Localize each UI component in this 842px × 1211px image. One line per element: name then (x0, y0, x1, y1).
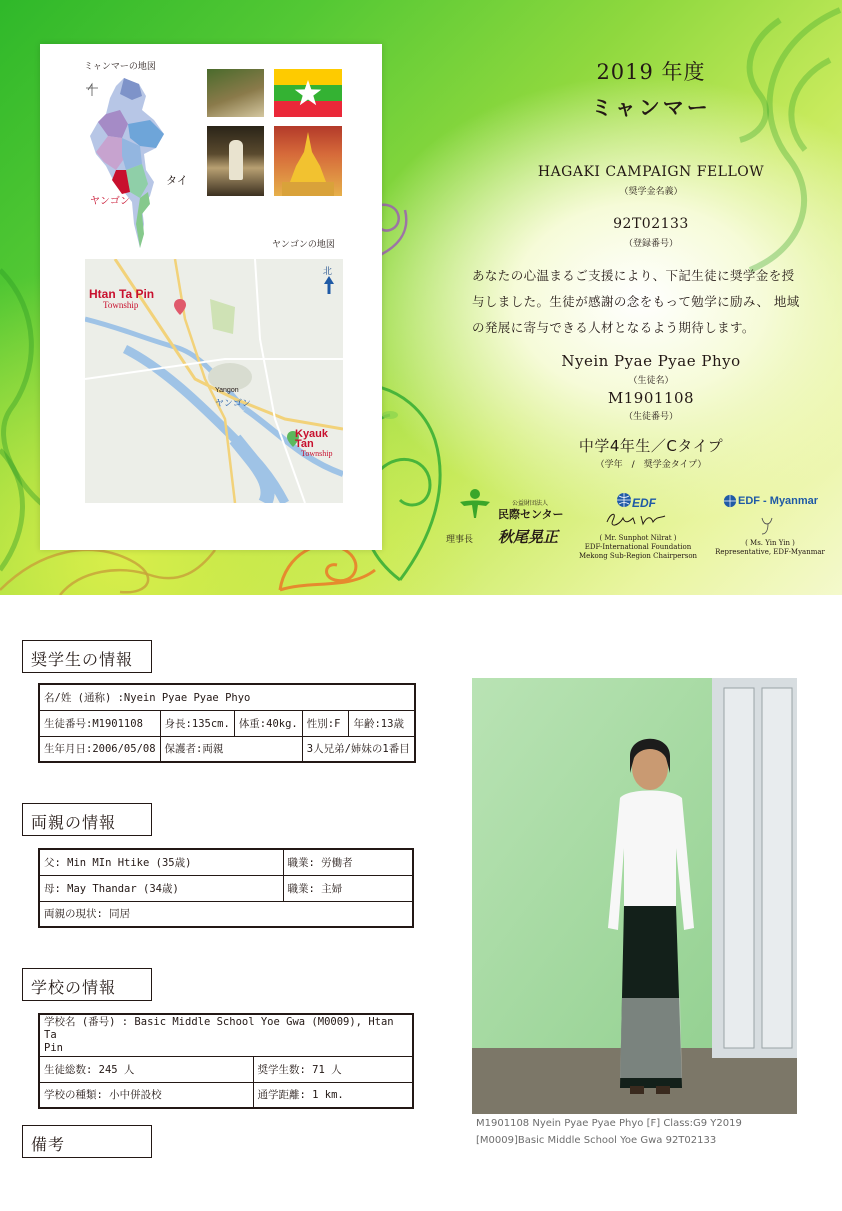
grade-caption: （学年 / 奨学金タイプ） (595, 460, 707, 470)
school-name-cell: 学校名 (番号) : Basic Middle School Yoe Gwa (M0009), Htan Ta Pin (39, 1014, 413, 1056)
yangon-en-label: Yangon (215, 387, 239, 394)
north-arrow-icon (324, 276, 334, 294)
map-card (40, 44, 382, 550)
birth-cell: 生年月日:2006/05/08 (39, 736, 160, 762)
student-info-heading: 奨学生の情報 (22, 640, 152, 673)
photo-caption: M1901108 Nyein Pyae Pyae Phyo [F] Class:G9 Y2019 [M0009]Basic Middle School Yoe Gwa 92T02133 (476, 1118, 742, 1146)
student-id-caption: （生徒番号） (623, 412, 678, 422)
student-name: Nyein Pyae Pyae Phyo (561, 352, 741, 370)
student-photo (472, 678, 797, 1114)
yangon-detail-map (85, 259, 343, 503)
org1-small: 公益財団法人 (512, 500, 549, 507)
total-students-cell: 生徒総数: 245 人 (39, 1056, 253, 1082)
signature-yinyin-icon (758, 514, 780, 536)
signature-block (440, 484, 840, 584)
photo-pagoda (274, 126, 342, 196)
school-type-cell: 学校の種類: 小中併設校 (39, 1082, 253, 1108)
student-id-cell: 生徒番号:M1901108 (39, 710, 160, 736)
registration-number: 92T02133 (613, 216, 689, 232)
student-name-cell: 名/姓 (通称) :Nyein Pyae Pyae Phyo (39, 684, 415, 710)
edf-myanmar-logo: EDF - Myanmar (738, 495, 819, 507)
signature-sunphot-icon (603, 508, 673, 532)
age-cell: 年齢:13歳 (349, 710, 415, 736)
certificate-text (460, 0, 842, 484)
yangon-jp-label: ヤンゴン (215, 399, 251, 409)
grade-type: 中学4年生／Cタイプ (578, 437, 724, 455)
year-title: 2019 年度 (596, 60, 706, 84)
north-label: 北 (323, 267, 333, 277)
sig2-block: ( Mr. Sunphot Nilrat ) EDF-International Foundation Mekong Sub-Region Chairperson (578, 534, 698, 560)
globe-icon (616, 492, 632, 508)
guardian-cell: 保護者:両親 (160, 736, 302, 762)
country-title: ミャンマー (591, 96, 711, 120)
certificate-banner (0, 0, 842, 595)
distance-cell: 通学距離: 1 km. (253, 1082, 413, 1108)
minsai-center-logo-icon (456, 488, 494, 518)
kyauk-tan-label: Kyauk Tan Township (295, 428, 333, 458)
myanmar-country-map (84, 74, 174, 252)
father-cell: 父: Min MIn Htike (35歳) (39, 849, 283, 875)
registration-caption: （登録番号） (623, 239, 678, 249)
sex-cell: 性別:F (302, 710, 349, 736)
edf-logo: EDF (632, 496, 656, 510)
star-icon (294, 79, 322, 107)
yangon-map-label: ヤンゴンの地図 (272, 240, 335, 250)
height-cell: 身長:135cm. (160, 710, 234, 736)
message-paragraph: あなたの心温まるご支援により、下記生徒に奨学金を授 与しました。生徒が感謝の念をもって勉学に励み、 地域 の発展に寄与できる人材となるよう期待します。 (472, 268, 800, 335)
student-id: M1901108 (607, 389, 695, 407)
chair-title: 理事長 (446, 535, 474, 545)
mother-cell: 母: May Thandar (34歳) (39, 875, 283, 901)
student-info-table (38, 683, 416, 763)
myanmar-flag (274, 69, 342, 117)
thai-label: タイ (166, 174, 188, 187)
chair-signature: 秋尾晃正 (498, 528, 559, 546)
siblings-cell: 3人兄弟/姉妹の1番目 (302, 736, 414, 762)
scholarship-students-cell: 奨学生数: 71 人 (253, 1056, 413, 1082)
weight-cell: 体重:40kg. (234, 710, 302, 736)
parent-status-cell: 両親の現状: 同居 (39, 901, 413, 927)
fellow-name: HAGAKI CAMPAIGN FELLOW (537, 164, 765, 180)
pagoda-icon (274, 126, 342, 196)
school-info-table (38, 1013, 414, 1109)
fellow-caption: （奨学金名義） (619, 187, 683, 197)
sig3-block: ( Ms. Yin Yin ) Representative, EDF-Myanmar (715, 539, 825, 556)
photo-dancer (207, 126, 264, 196)
student-name-caption: （生徒名） (628, 376, 674, 386)
parent-info-heading: 両親の情報 (22, 803, 152, 836)
yangon-label: ヤンゴン (90, 196, 130, 207)
photo-village (207, 69, 264, 117)
father-job-cell: 職業: 労働者 (283, 849, 413, 875)
globe-icon-myanmar (723, 494, 737, 508)
parent-info-table (38, 848, 414, 928)
org1-name: 民際センター (498, 508, 564, 521)
mother-job-cell: 職業: 主婦 (283, 875, 413, 901)
remarks-heading: 備考 (22, 1125, 152, 1158)
htan-ta-pin-label: Htan Ta Pin Township (89, 287, 155, 310)
map-pin-red-icon (174, 299, 186, 315)
school-info-heading: 学校の情報 (22, 968, 152, 1001)
myanmar-map-label: ミャンマーの地図 (84, 62, 156, 72)
